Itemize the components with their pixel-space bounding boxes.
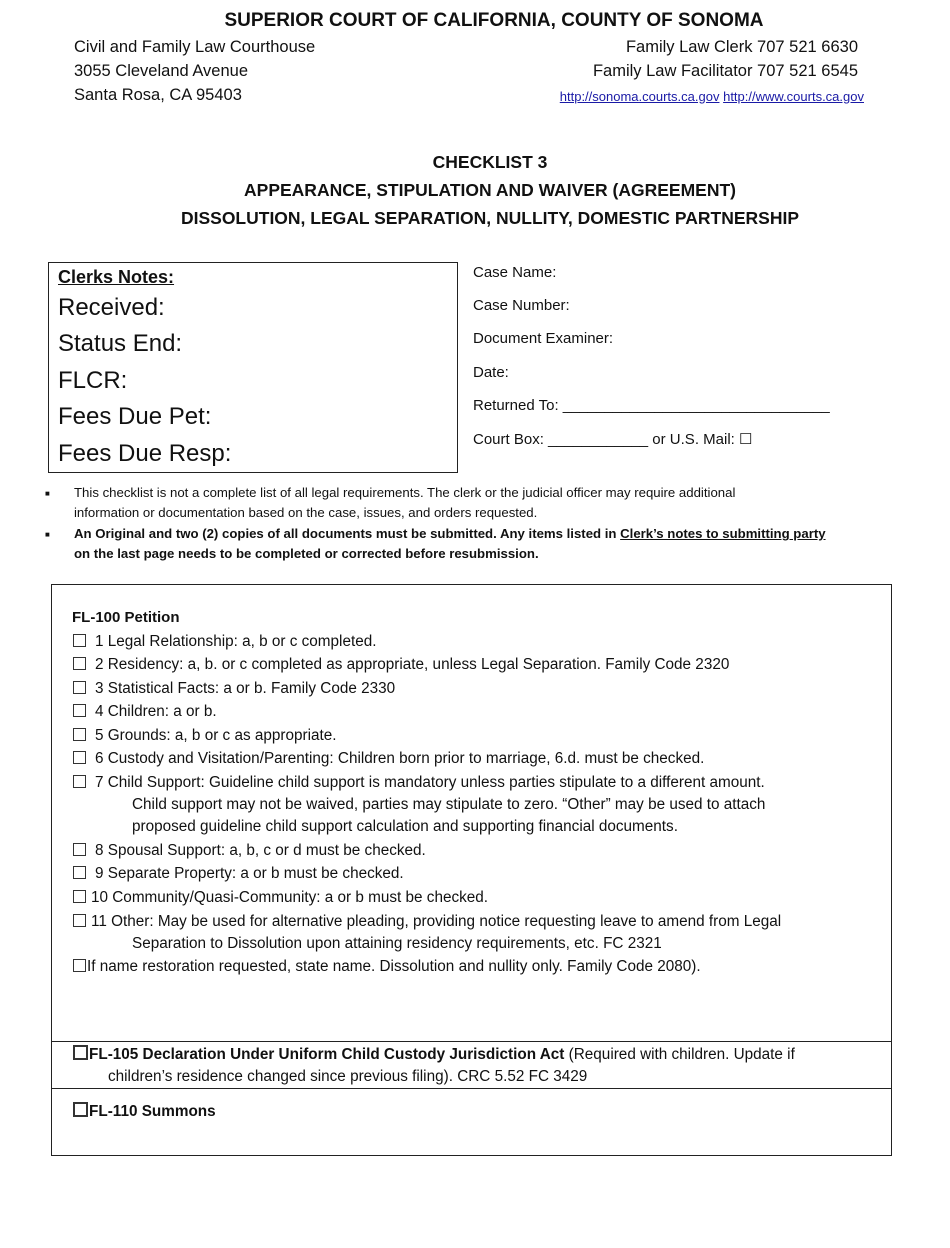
city-address: Santa Rosa, CA 95403 <box>74 86 242 104</box>
document-examiner-field: Document Examiner: <box>473 330 614 347</box>
checkbox-icon[interactable] <box>73 1045 88 1060</box>
fl105-row <box>73 1045 795 1064</box>
facilitator-phone: Family Law Facilitator 707 521 6545 <box>592 62 858 80</box>
fl100-item-7-continued-2: proposed guideline child support calculation and supporting financial documents. <box>132 818 678 835</box>
checkbox-icon[interactable] <box>73 914 86 927</box>
notice-1-line-2: information or documentation based on the case, issues, and orders requested. <box>74 505 538 520</box>
clerks-notes-title: Clerks Notes: <box>58 267 175 287</box>
fl105-note-continued: children’s residence changed since previous filing). CRC 5.52 FC 3429 <box>108 1068 588 1085</box>
fl100-item-7-continued-1: Child support may not be waived, parties may stipulate to zero. “Other” may be used to attach <box>132 796 766 813</box>
fl100-item-11 <box>73 913 781 931</box>
notice-2-text: An Original and two (2) copies of all documents must be submitted. Any items listed in <box>74 526 621 541</box>
checkbox-icon[interactable] <box>73 1102 88 1117</box>
fl105-note: (Required with children. Update if <box>564 1046 795 1063</box>
returned-to-field: Returned To: ________________________________ <box>473 397 830 414</box>
header-links <box>560 89 864 104</box>
divider-fl110 <box>51 1088 892 1089</box>
fl100-item-9 <box>73 865 404 883</box>
fl100-item-2-text: 2 Residency: a, b. or c completed as appropriate, unless Legal Separation. Family Code 2320 <box>95 656 730 673</box>
fl100-item-5 <box>73 727 337 745</box>
fl100-name-restoration-text: If name restoration requested, state name. Dissolution and nullity only. Family Code 2080). <box>87 958 701 975</box>
fl100-item-11-continued: Separation to Dissolution upon attaining residency requirements, etc. FC 2321 <box>132 935 662 952</box>
clerks-notes-reference: Clerk’s notes to submitting party <box>620 526 826 541</box>
checkbox-icon[interactable] <box>73 843 86 856</box>
court-title: SUPERIOR COURT OF CALIFORNIA, COUNTY OF SONOMA <box>224 10 764 31</box>
fl100-item-2 <box>73 656 729 674</box>
fl110-title: FL-110 Summons <box>89 1103 216 1120</box>
fl100-item-10-text: 10 Community/Quasi-Community: a or b must be checked. <box>91 889 489 906</box>
bullet-icon: ■ <box>45 489 50 498</box>
fl100-item-7-text: 7 Child Support: Guideline child support is mandatory unless parties stipulate to a different amount. <box>95 774 765 791</box>
checkbox-icon[interactable] <box>73 775 86 788</box>
fl100-item-8-text: 8 Spousal Support: a, b, c or d must be checked. <box>95 842 426 859</box>
checkbox-icon[interactable] <box>73 634 86 647</box>
fl100-item-1 <box>73 633 376 651</box>
fl105-title: FL-105 Declaration Under Uniform Child Custody Jurisdiction Act <box>89 1046 565 1063</box>
fl100-item-8 <box>73 842 426 860</box>
checkbox-icon[interactable] <box>73 657 86 670</box>
divider-fl105 <box>51 1041 892 1042</box>
checkbox-icon[interactable] <box>73 959 86 972</box>
fl100-item-7 <box>73 774 765 792</box>
fl100-item-10 <box>73 889 488 907</box>
checkbox-icon[interactable] <box>73 890 86 903</box>
fl100-name-restoration <box>73 958 701 976</box>
fl100-item-4-text: 4 Children: a or b. <box>95 703 217 720</box>
fl100-title: FL-100 Petition <box>72 609 180 626</box>
checklist-number: CHECKLIST 3 <box>432 152 548 172</box>
checklist-title: APPEARANCE, STIPULATION AND WAIVER (AGREEMENT) <box>244 180 736 200</box>
fl100-item-3-text: 3 Statistical Facts: a or b. Family Code 2330 <box>95 680 396 697</box>
notice-2-line-2: on the last page needs to be completed or corrected before resubmission. <box>74 546 539 561</box>
bullet-icon: ■ <box>45 530 50 539</box>
checkbox-icon[interactable] <box>73 704 86 717</box>
courthouse-name: Civil and Family Law Courthouse <box>74 38 316 56</box>
sonoma-courts-link[interactable]: http://sonoma.courts.ca.gov <box>559 89 720 104</box>
checklist-subtitle: DISSOLUTION, LEGAL SEPARATION, NULLITY, DOMESTIC PARTNERSHIP <box>180 208 800 228</box>
checkbox-icon[interactable] <box>73 866 86 879</box>
court-box-field: Court Box: ____________ or U.S. Mail: ☐ <box>473 431 753 448</box>
case-name-field: Case Name: <box>473 264 557 281</box>
notice-2 <box>74 524 910 564</box>
fl100-item-11-text: 11 Other: May be used for alternative pleading, providing notice requesting leave to amend from Legal <box>91 913 782 930</box>
checkbox-icon[interactable] <box>73 751 86 764</box>
ca-courts-link[interactable]: http://www.courts.ca.gov <box>723 89 864 104</box>
notes-received: Received: <box>58 294 165 321</box>
notes-flcr: FLCR: <box>58 367 128 394</box>
fl100-item-3 <box>73 680 395 698</box>
fl100-item-6-text: 6 Custody and Visitation/Parenting: Children born prior to marriage, 6.d. must be checked. <box>95 750 705 767</box>
date-field: Date: <box>473 364 509 381</box>
notice-2-line-1 <box>74 524 910 544</box>
notes-fees-due-pet: Fees Due Pet: <box>58 403 212 430</box>
clerks-notes-box <box>48 262 458 473</box>
fl110-row <box>73 1102 216 1121</box>
street-address: 3055 Cleveland Avenue <box>74 62 249 80</box>
notice-1 <box>74 483 910 523</box>
checkbox-icon[interactable] <box>73 728 86 741</box>
notice-1-line-1: This checklist is not a complete list of all legal requirements. The clerk or the judicial officer may require additional <box>74 485 736 500</box>
clerk-phone: Family Law Clerk 707 521 6630 <box>625 38 858 56</box>
fl100-item-5-text: 5 Grounds: a, b or c as appropriate. <box>95 727 337 744</box>
fl100-item-4 <box>73 703 217 721</box>
notes-status-end: Status End: <box>58 330 183 357</box>
case-number-field: Case Number: <box>473 297 570 314</box>
fl100-item-1-text: 1 Legal Relationship: a, b or c completed. <box>95 633 377 650</box>
notes-fees-due-resp: Fees Due Resp: <box>58 440 232 467</box>
fl100-item-6 <box>73 750 704 768</box>
checkbox-icon[interactable] <box>73 681 86 694</box>
fl100-item-9-text: 9 Separate Property: a or b must be checked. <box>95 865 404 882</box>
